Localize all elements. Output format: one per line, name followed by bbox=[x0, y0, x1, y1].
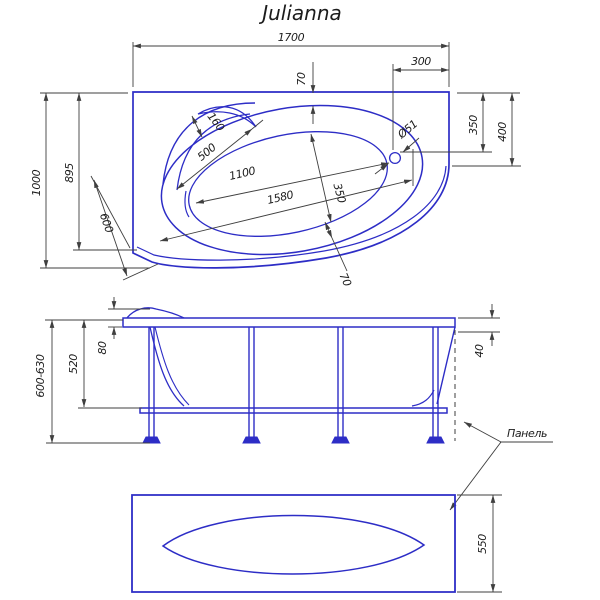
bowl-outer-rim bbox=[150, 86, 435, 274]
tub-rim-inner-edge bbox=[137, 166, 446, 260]
leg-feet bbox=[143, 437, 444, 443]
dim-drain-diameter: Ø51 bbox=[395, 117, 421, 142]
frame-bottom-bar bbox=[140, 408, 447, 413]
dim-frame-height: 520 bbox=[67, 354, 80, 374]
dim-bowl-width: 350 bbox=[330, 181, 349, 205]
frame-legs bbox=[149, 327, 438, 437]
dim-corner-edge: 600 bbox=[96, 211, 116, 235]
drain-hole bbox=[390, 153, 401, 164]
dim-overall-height: 600-630 bbox=[34, 354, 47, 398]
side-view-extension-lines bbox=[45, 309, 500, 443]
panel-lens-shape bbox=[163, 515, 424, 574]
bottom-view bbox=[132, 495, 502, 592]
side-view-dimension-lines bbox=[52, 297, 492, 443]
dim-overall-depth: 1000 bbox=[30, 169, 43, 197]
tub-wall-curve-outer bbox=[150, 327, 184, 406]
side-view bbox=[34, 297, 553, 510]
dim-headrest-width: 160 bbox=[204, 110, 227, 134]
dim-panel-height: 550 bbox=[476, 534, 489, 554]
dim-right-side-length: 400 bbox=[496, 122, 509, 142]
drawing-title: Julianna bbox=[262, 1, 342, 25]
dim-body-depth: 895 bbox=[63, 163, 76, 183]
rim-bar bbox=[123, 318, 455, 327]
dim-overall-width: 1700 bbox=[277, 31, 305, 44]
dim-bowl-outer-length: 1580 bbox=[265, 188, 295, 207]
panel-label: Панель bbox=[506, 427, 548, 440]
dim-apron-offset: 40 bbox=[473, 344, 486, 358]
dim-headrest-length: 500 bbox=[195, 140, 219, 164]
dim-rim-bottom-offset: 70 bbox=[336, 270, 354, 289]
dim-headrest-rise: 80 bbox=[96, 341, 109, 355]
top-view bbox=[30, 31, 521, 289]
tub-outline bbox=[133, 92, 449, 268]
dim-drain-from-right: 300 bbox=[411, 55, 431, 68]
dim-drain-from-top: 350 bbox=[467, 115, 480, 135]
tub-right-edge bbox=[437, 327, 455, 404]
panel-rectangle bbox=[132, 495, 455, 592]
top-view-dimension-lines bbox=[46, 46, 512, 276]
dim-rim-top-offset: 70 bbox=[295, 72, 308, 86]
dim-bowl-inner-length: 1100 bbox=[227, 164, 257, 183]
tub-bottom-right-curve bbox=[412, 390, 434, 406]
